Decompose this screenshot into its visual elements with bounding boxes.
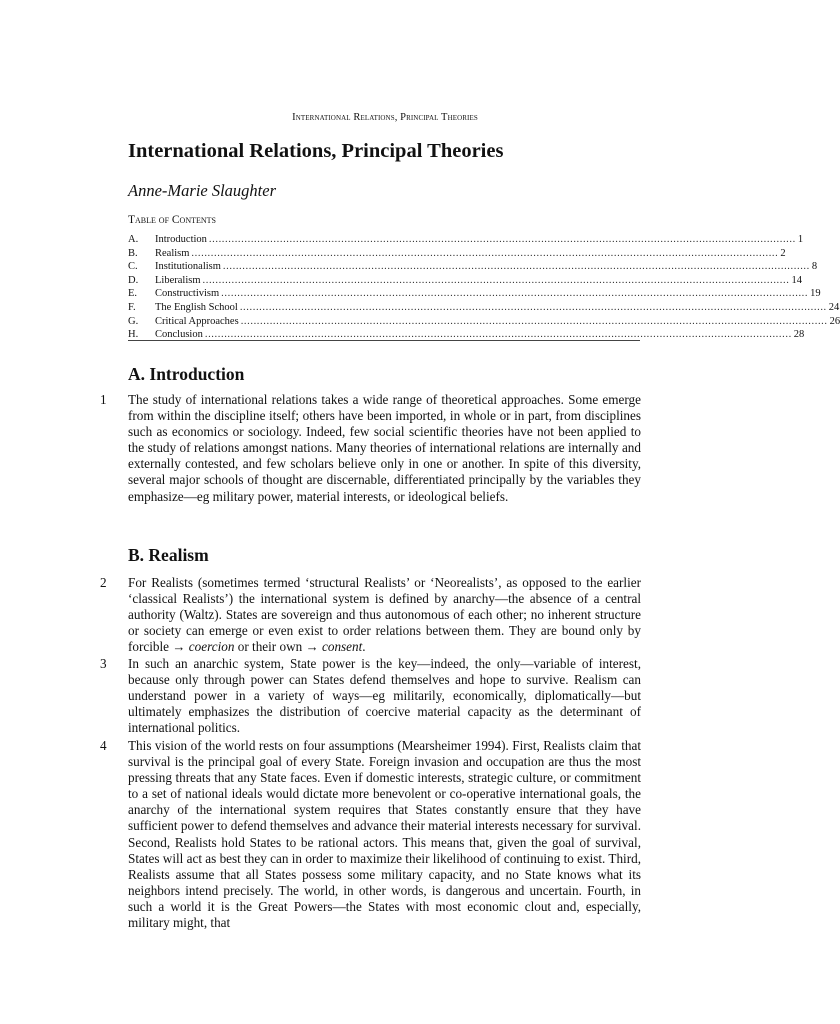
paragraph-number: 1 [100, 392, 107, 407]
toc-entry-liberalism[interactable] [128, 274, 802, 288]
toc-page: 19 [810, 288, 821, 300]
toc-heading: Table of Contents [128, 214, 216, 226]
toc-label: Critical Approaches [155, 315, 239, 327]
toc-entry-constructivism[interactable] [128, 287, 821, 301]
toc-page: 2 [780, 247, 786, 259]
toc-leader: ...................................................................................................................................................................................... [202, 274, 790, 286]
toc-label: The English School [155, 301, 238, 313]
toc-leader: ...................................................................................................................................................................................... [191, 247, 779, 259]
toc-page: 26 [829, 315, 840, 327]
paragraph-4: This vision of the world rests on four assumptions (Mearsheimer 1994). First, Realists claim that survival is the principal goal of every State. Foreign invasion and occupation are thus the most pressing threats that any State faces. Even if domestic interests, strategic culture, or commitment to a set of national ideals would dictate more benevolent or co-operative international goals, the anarchy of the international system requires that States constantly ensure that they have sufficient power to defend themselves and advance their material interests necessary for survival. Second, Realists hold States to be rational actors. This means that, given the goal of survival, States will act as best they can in order to maximize their likelihood of continuing to exist. Third, Realists assume that all States possess some military capacity, and no State knows what its neighbors intend precisely. The world, in other words, is dangerous and uncertain. Fourth, in such a world it is the Great Powers—the States with most economic clout and, especially, military might, that [128, 738, 641, 931]
table-of-contents [128, 233, 840, 342]
toc-letter: F. [128, 301, 136, 313]
paragraph-1: The study of international relations takes a wide range of theoretical approaches. Some emerge from within the discipline itself; others have been imported, in whole or in part, from disciplines such as economics or sociology. Indeed, few social scientific theories have not been applied to the study of relations amongst nations. Many theories of international relations are internally and externally contested, and few scholars believe only in one or another. In spite of this diversity, several major schools of thought are discernable, differentiated principally by the variables they emphasize—eg military power, material interests, or ideological beliefs. [128, 392, 641, 504]
section-heading-realism: B. Realism [128, 545, 209, 565]
toc-letter: A. [128, 234, 139, 245]
toc-entry-critical-approaches[interactable] [128, 315, 840, 329]
toc-divider [128, 340, 640, 341]
paragraph-2-text-c: . [362, 639, 366, 655]
toc-label: Realism [155, 247, 190, 259]
paragraph-2-text-b: or their own → [234, 639, 322, 655]
toc-letter: E. [128, 288, 138, 300]
toc-entry-realism[interactable] [128, 247, 786, 261]
toc-letter: C. [128, 261, 138, 273]
toc-leader: ...................................................................................................................................................................................... [240, 315, 828, 327]
section-heading-introduction: A. Introduction [128, 364, 245, 384]
paragraph-number: 4 [100, 738, 107, 753]
toc-label: Introduction [155, 234, 207, 245]
toc-letter: G. [128, 315, 139, 327]
document-title: International Relations, Principal Theories [128, 140, 504, 162]
toc-leader: ...................................................................................................................................................................................... [208, 234, 796, 245]
cross-reference-consent[interactable]: consent [322, 639, 363, 655]
toc-label: Constructivism [155, 288, 220, 300]
toc-label: Conclusion [155, 329, 203, 341]
toc-page: 28 [793, 329, 805, 341]
running-header: International Relations, Principal Theories [292, 112, 478, 123]
toc-entry-english-school[interactable] [128, 301, 840, 315]
toc-leader: ...................................................................................................................................................................................... [221, 288, 809, 300]
cross-reference-coercion[interactable]: coercion [188, 639, 235, 655]
paragraph-2 [128, 575, 641, 655]
toc-page: 14 [791, 274, 802, 286]
toc-page: 8 [811, 261, 818, 273]
paragraph-number: 3 [100, 656, 107, 671]
toc-label: Liberalism [155, 274, 201, 286]
paragraph-number: 2 [100, 575, 107, 590]
toc-leader: ...................................................................................................................................................................................... [204, 329, 792, 341]
toc-letter: D. [128, 274, 139, 286]
paragraph-3: In such an anarchic system, State power is the key—indeed, the only—variable of interest, because only through power can States defend themselves and hope to survive. Realism can understand power in a variety of ways—eg militarily, economically, diplomatically—but ultimately emphasizes the distribution of coercive material capacity as the determinant of international politics. [128, 656, 641, 736]
toc-entry-introduction[interactable] [128, 233, 804, 247]
toc-leader: ...................................................................................................................................................................................... [239, 301, 827, 313]
toc-letter: B. [128, 247, 138, 259]
author-name: Anne-Marie Slaughter [128, 181, 277, 200]
toc-page: 24 [828, 301, 840, 313]
paragraph-2-text-a: For Realists (sometimes termed ‘structural Realists’ or ‘Neorealists’, as opposed to the earlier ‘classical Realists’) the international system is defined by anarchy—the absence of a central authority (Waltz). States are sovereign and thus autonomous of each other; no inherent structure or society can emerge or even exist to order relations between them. They are bound only by forcible → [128, 575, 641, 655]
toc-letter: H. [128, 329, 139, 341]
toc-page: 1 [797, 234, 804, 245]
toc-label: Institutionalism [155, 261, 221, 273]
toc-entry-institutionalism[interactable] [128, 260, 818, 274]
toc-leader: ...................................................................................................................................................................................... [222, 261, 810, 273]
